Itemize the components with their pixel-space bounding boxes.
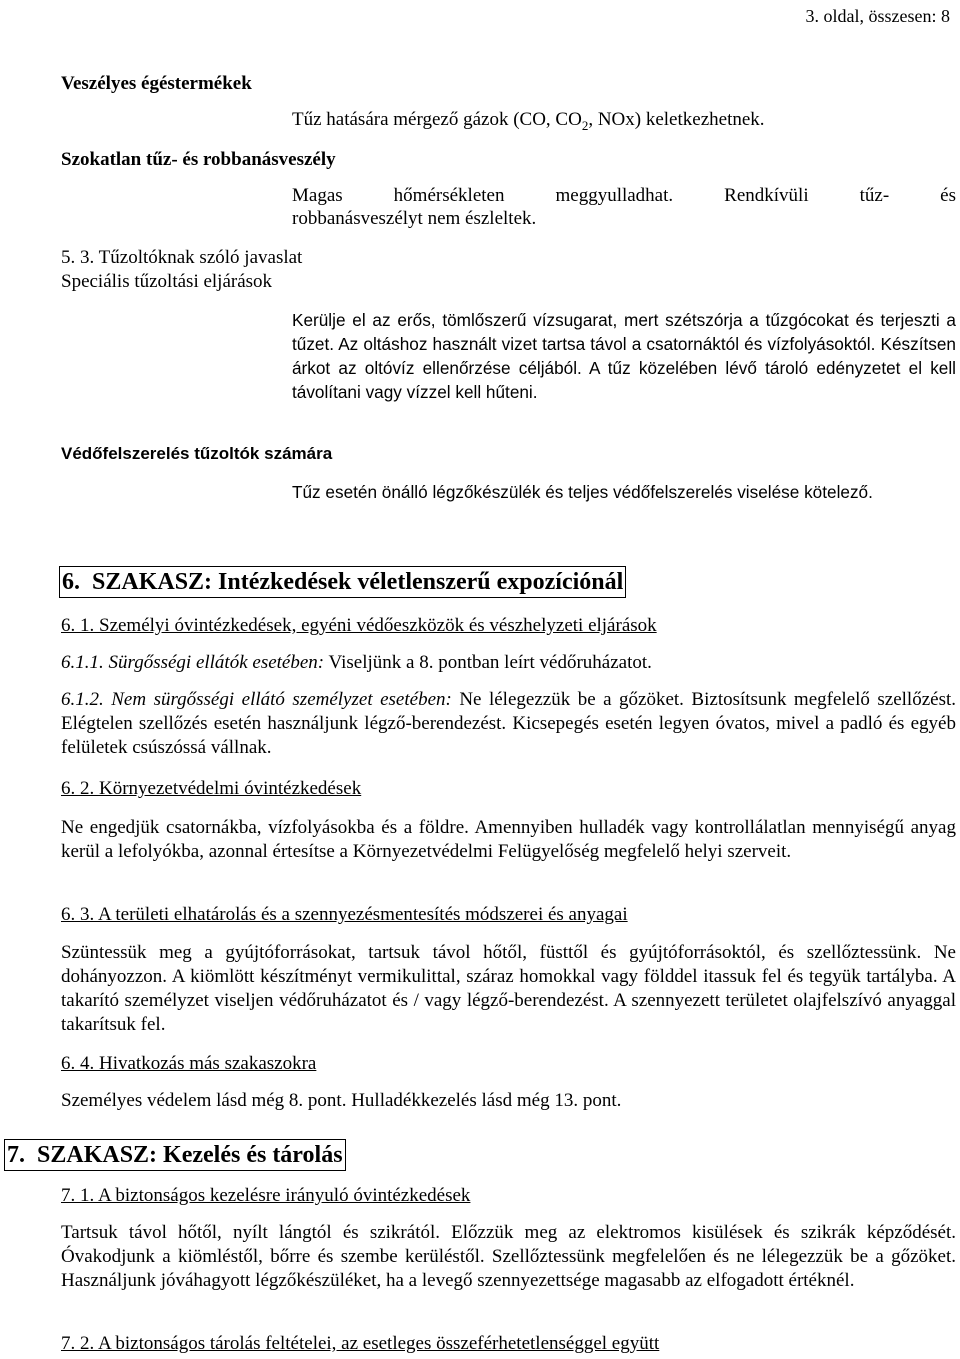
section7-sub1: 7. 1. A biztonságos kezelésre irányuló óvintézkedések bbox=[61, 1185, 471, 1206]
handling-text: Tartsuk távol hőtől, nyílt lángtól és szikrától. Előzzük meg az elektromos kisülések és szikrák képződését. Óvakodjunk a kiömléstől, bőrre és szembe kerüléstől. Szellőztessünk megfelelően és ne lélegezzük be a gőzöket. Használjunk jóváhagyott légzőkészüléket, ha a levegő szennyezettsége magasabb az elfogadott értéknél. bbox=[61, 1222, 956, 1291]
item-612: 6.1.2. Nem sürgősségi ellátó személyzet esetében: Ne lélegezzük be a gőzöket. Biztosítsunk megfelelő szellőzést. Elégtelen szellőzés esetén használjunk légző-berendezést. Kicsepegés esetén legyen óvatos, mivel a padló és egyéb felületek csúszóssá vállnak. bbox=[61, 689, 956, 758]
hazardous-products-text: Tűz hatására mérgező gázok (CO, $CO_2$, NOx) keletkezhetnek. bbox=[292, 109, 765, 133]
unusual-hazard-line1: Magas hőmérsékleten meggyulladhat. Rendkívüli tűz- és bbox=[292, 185, 956, 206]
reference-text: Személyes védelem lásd még 8. pont. Hulladékkezelés lásd még 13. pont. bbox=[61, 1090, 622, 1111]
section6-sub2: 6. 2. Környezetvédelmi óvintézkedések bbox=[61, 778, 362, 799]
section7-heading: 7. SZAKASZ: Kezelés és tárolás bbox=[4, 1139, 346, 1171]
item-611: 6.1.1. Sürgősségi ellátók esetében: Viseljünk a 8. pontban leírt védőruházatot. bbox=[61, 652, 652, 673]
special-procedures-text: Kerülje el az erős, tömlőszerű vízsugarat, mert szétszórja a tűzgócokat és terjeszti a tűzet. Az oltáshoz használt vizet tartsa távol a csatornáktól és vízfolyásoktól. Készítsen árkot az oltóvíz ellenőrzése céljából. A tűz közelében lévő tároló edényzetet el kell távolítani vagy vízzel kell hűteni. bbox=[292, 310, 956, 402]
containment-text: Szüntessük meg a gyújtóforrásokat, tartsuk távol hőtől, füsttől és gyújtóforrásoktól, és szellőztessünk. Ne dohányozzon. A kiömlött készítményt vermikulittal, száraz homokkal vagy földdel itassuk fel és tegyük tartályba. A takarító személyzet viseljen védőruházatot és / vagy légző-berendezést. A szennyezett területet olajfelszívó anyaggal takarítsuk fel. bbox=[61, 942, 956, 1035]
hazardous-products-label: Veszélyes égéstermékek bbox=[61, 73, 252, 94]
page-number: 3. oldal, összesen: 8 bbox=[805, 6, 950, 26]
unusual-hazard-label: Szokatlan tűz- és robbanásveszély bbox=[61, 149, 336, 170]
protective-equipment-label: Védőfelszerelés tűzoltók számára bbox=[61, 444, 333, 463]
special-procedures-label: Speciális tűzoltási eljárások bbox=[61, 271, 273, 292]
section6-sub4: 6. 4. Hivatkozás más szakaszokra bbox=[61, 1053, 317, 1074]
section7-sub2: 7. 2. A biztonságos tárolás feltételei, az esetleges összeférhetetlenséggel együtt bbox=[61, 1333, 660, 1354]
unusual-hazard-line2: robbanásveszélyt nem észleltek. bbox=[292, 208, 537, 229]
protective-equipment-text: Tűz esetén önálló légzőkészülék és teljes védőfelszerelés viselése kötelező. bbox=[292, 482, 873, 502]
firefighter-advice-label: 5. 3. Tűzoltóknak szóló javaslat bbox=[61, 247, 303, 268]
section6-heading: 6. SZAKASZ: Intézkedések véletlenszerű expozíciónál bbox=[59, 566, 626, 598]
section6-sub1: 6. 1. Személyi óvintézkedések, egyéni védőeszközök és vészhelyzeti eljárások bbox=[61, 615, 657, 636]
environmental-text: Ne engedjük csatornákba, vízfolyásokba és a földre. Amennyiben hulladék vagy kontrollálatlan mennyiségű anyag kerül a lefolyókba, azonnal értesítse a Környezetvédelmi Felügyelőség megfelelő helyi szerveit. bbox=[61, 817, 956, 862]
section6-sub3: 6. 3. A területi elhatárolás és a szennyezésmentesítés módszerei és anyagai bbox=[61, 904, 628, 925]
